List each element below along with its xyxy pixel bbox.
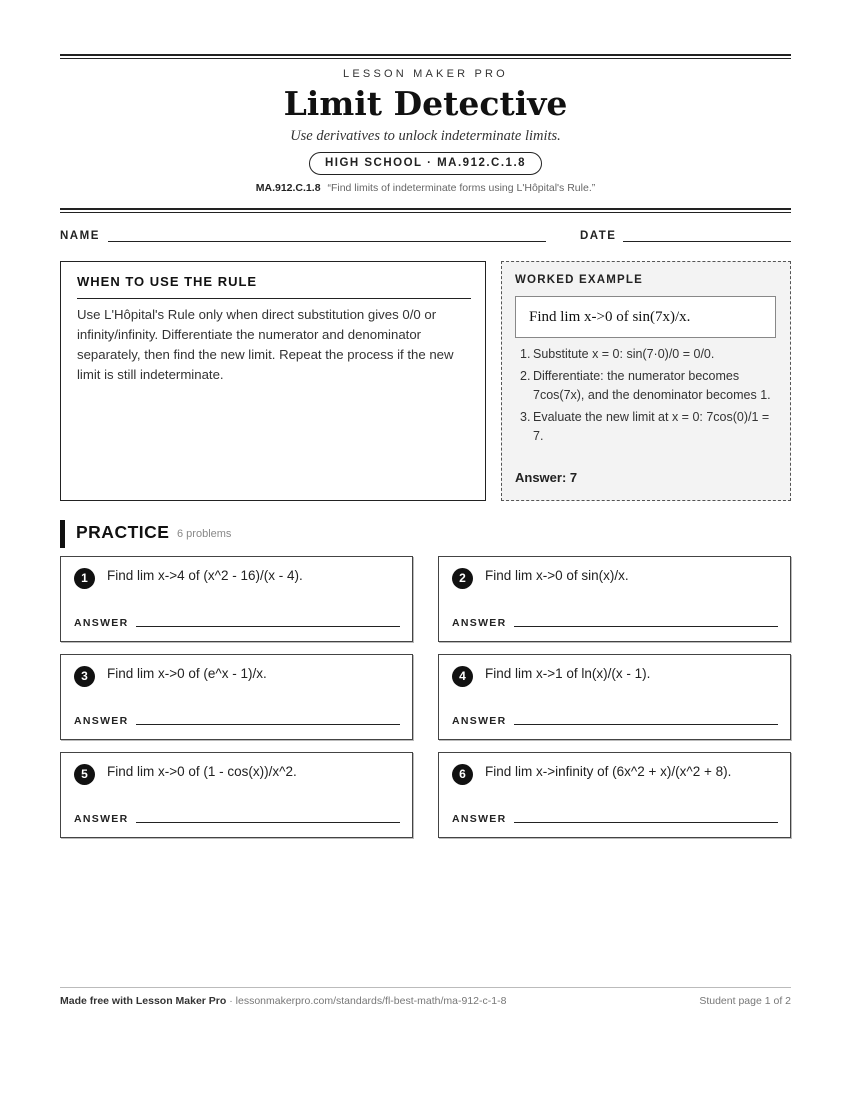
problem-number: 6 (452, 764, 473, 785)
answer-field[interactable] (136, 822, 400, 823)
problem-number: 2 (452, 568, 473, 589)
worked-example-heading: WORKED EXAMPLE (515, 274, 643, 286)
step-number: 2. (520, 368, 531, 383)
page-title: Limit Detective (283, 84, 568, 123)
date-field[interactable] (623, 241, 791, 242)
standard-text: “Find limits of indeterminate forms using L'Hôpital's Rule.” (327, 182, 596, 194)
answer-label: ANSWER (452, 813, 507, 825)
problem-card (60, 654, 413, 740)
example-steps (515, 345, 777, 449)
when-to-use-text: Use L'Hôpital's Rule only when direct substitution gives 0/0 or infinity/infinity. Differentiate the numerator and denominator separately, then find the new limit. Repeat the process if the new limit is still indeterminate. (77, 307, 454, 382)
step-number: 3. (520, 409, 531, 424)
answer-field[interactable] (514, 822, 778, 823)
practice-heading: PRACTICE (76, 522, 170, 542)
problem-prompt: Find lim x->1 of ln(x)/(x - 1). (485, 666, 651, 681)
answer-field[interactable] (136, 724, 400, 725)
answer-label: ANSWER (74, 617, 129, 629)
answer-label: ANSWER (452, 715, 507, 727)
example-step (515, 408, 777, 447)
footer-made-with: Made free with Lesson Maker Pro (60, 995, 227, 1007)
practice-count: 6 problems (177, 528, 232, 540)
problem-prompt: Find lim x->0 of (1 - cos(x))/x^2. (107, 764, 297, 779)
footer-divider (60, 987, 791, 988)
worksheet-page (60, 0, 791, 1100)
problem-card (60, 556, 413, 642)
answer-field[interactable] (514, 626, 778, 627)
problem-number: 3 (74, 666, 95, 687)
brand-label: LESSON MAKER PRO (343, 68, 508, 80)
footer-credit (60, 995, 506, 1007)
when-to-use-panel (60, 261, 486, 501)
standard-code: MA.912.C.1.8 (255, 182, 321, 194)
problem-prompt: Find lim x->0 of (e^x - 1)/x. (107, 666, 267, 681)
level-badge: HIGH SCHOOL · MA.912.C.1.8 (309, 152, 542, 175)
footer-page-number: Student page 1 of 2 (699, 995, 791, 1007)
step-text: Evaluate the new limit at x = 0: 7cos(0)/1 = 7. (533, 409, 770, 443)
answer-label: ANSWER (74, 715, 129, 727)
when-to-use-heading: WHEN TO USE THE RULE (77, 274, 258, 289)
header-bottom-rule (60, 208, 791, 213)
problem-card (438, 556, 791, 642)
example-answer: Answer: 7 (515, 470, 578, 485)
problem-number: 1 (74, 568, 95, 589)
name-field[interactable] (108, 241, 546, 242)
example-problem: Find lim x->0 of sin(7x)/x. (515, 296, 776, 338)
page-subtitle: Use derivatives to unlock indeterminate limits. (290, 128, 561, 144)
step-number: 1. (520, 347, 531, 361)
footer-url: · lessonmakerpro.com/standards/fl-best-math/ma-912-c-1-8 (226, 995, 507, 1007)
heading-divider (77, 298, 471, 299)
step-text: Substitute x = 0: sin(7·0)/0 = 0/0. (533, 347, 715, 361)
practice-accent-bar (60, 520, 65, 548)
answer-field[interactable] (136, 626, 400, 627)
example-step (515, 367, 777, 406)
date-label: DATE (580, 230, 617, 242)
problem-card (438, 654, 791, 740)
answer-label: ANSWER (74, 813, 129, 825)
problem-prompt: Find lim x->infinity of (6x^2 + x)/(x^2 + 8). (485, 764, 732, 779)
answer-label: ANSWER (452, 617, 507, 629)
problem-card (438, 752, 791, 838)
standard-line (60, 182, 791, 194)
problem-prompt: Find lim x->4 of (x^2 - 16)/(x - 4). (107, 568, 303, 583)
problem-number: 5 (74, 764, 95, 785)
problem-card (60, 752, 413, 838)
worked-example-panel (501, 261, 791, 501)
answer-field[interactable] (514, 724, 778, 725)
name-label: NAME (60, 230, 100, 242)
problem-prompt: Find lim x->0 of sin(x)/x. (485, 568, 629, 583)
header-top-rule (60, 54, 791, 59)
problem-number: 4 (452, 666, 473, 687)
example-step (515, 345, 777, 365)
step-text: Differentiate: the numerator becomes 7cos(7x), and the denominator becomes 1. (533, 368, 771, 402)
